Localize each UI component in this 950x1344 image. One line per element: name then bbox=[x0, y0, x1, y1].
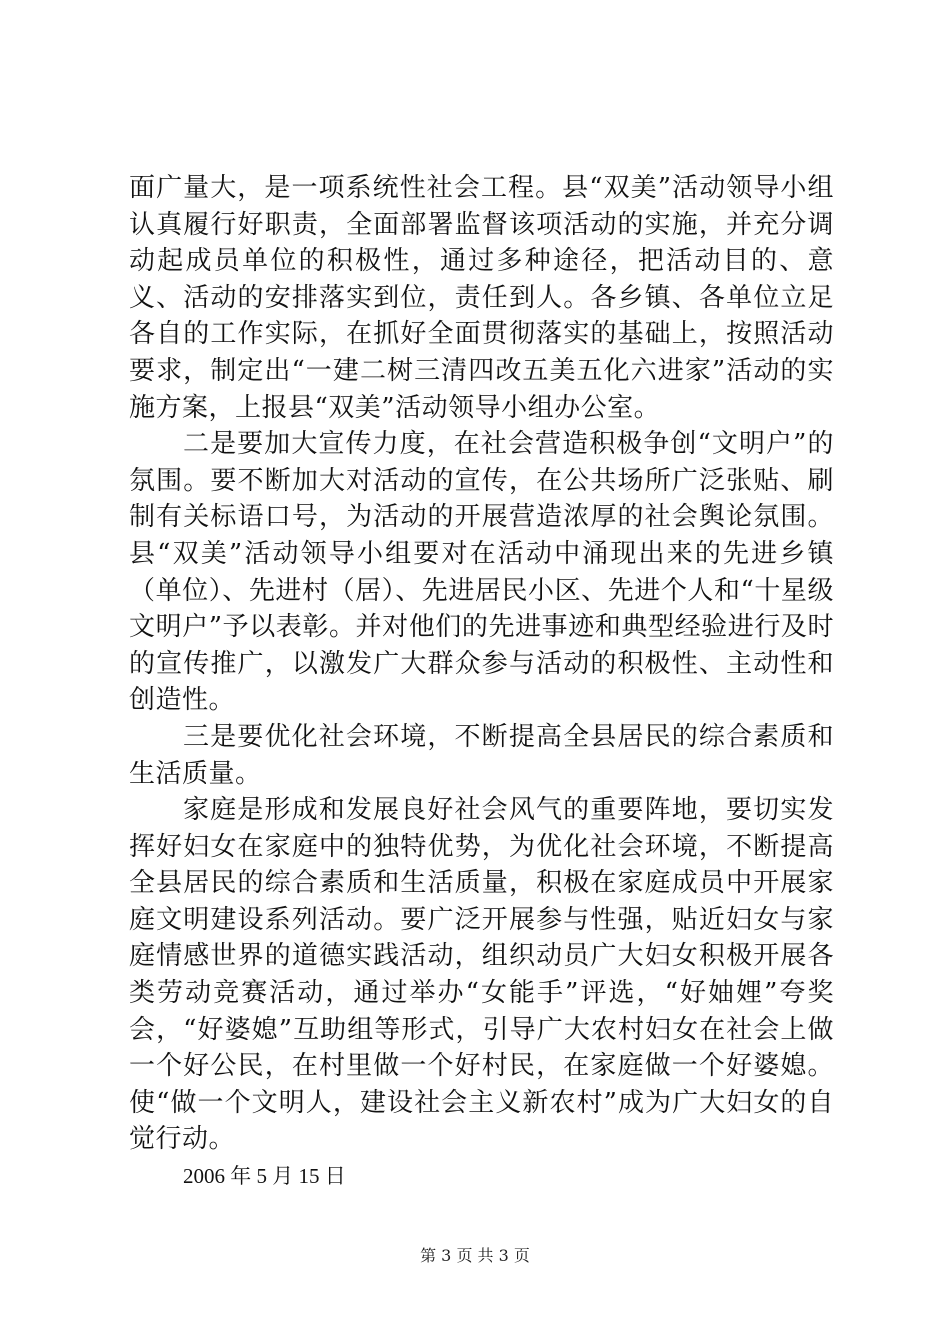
document-date: 2006 年 5 月 15 日 bbox=[183, 1164, 346, 1189]
paragraph-family: 家庭是形成和发展良好社会风气的重要阵地，要切实发挥好妇女在家庭中的独特优势，为优化社会环境，不断提高全县居民的综合素质和生活质量，积极在家庭成员中开展家庭文明建设系列活动。要广泛开展参与性强，贴近妇女与家庭情感世界的道德实践活动，组织动员广大妇女积极开展各类劳动竞赛活动，通过举办“女能手”评选，“好妯娌”夸奖会，“好婆媳”互助组等形式，引导广大农村妇女在社会上做一个好公民，在村里做一个好村民，在家庭做一个好婆媳。使“做一个文明人，建设社会主义新农村”成为广大妇女的自觉行动。 bbox=[129, 795, 834, 1155]
paragraph-publicity: 二是要加大宣传力度，在社会营造积极争创“文明户”的氛围。要不断加大对活动的宣传，在公共场所广泛张贴、刷制有关标语口号，为活动的开展营造浓厚的社会舆论氛围。县“双美”活动领导小组要对在活动中涌现出来的先进乡镇（单位）、先进村（居）、先进居民小区、先进个人和“十星级文明户”予以表彰。并对他们的先进事迹和典型经验进行及时的宣传推广，以激发广大群众参与活动的积极性、主动性和创造性。 bbox=[129, 429, 834, 716]
document-body bbox=[129, 170, 834, 1195]
page-footer: 第 3 页 共 3 页 bbox=[420, 1246, 530, 1265]
paragraph-environment-heading: 三是要优化社会环境，不断提高全县居民的综合素质和生活质量。 bbox=[129, 721, 834, 789]
paragraph-continuation: 面广量大，是一项系统性社会工程。县“双美”活动领导小组认真履行好职责，全面部署监督该项活动的实施，并充分调动起成员单位的积极性，通过多种途径，把活动目的、意义、活动的安排落实到位，责任到人。各乡镇、各单位立足各自的工作实际，在抓好全面贯彻落实的基础上，按照活动要求，制定出“一建二树三清四改五美五化六进家”活动的实施方案，上报县“双美”活动领导小组办公室。 bbox=[129, 173, 834, 423]
